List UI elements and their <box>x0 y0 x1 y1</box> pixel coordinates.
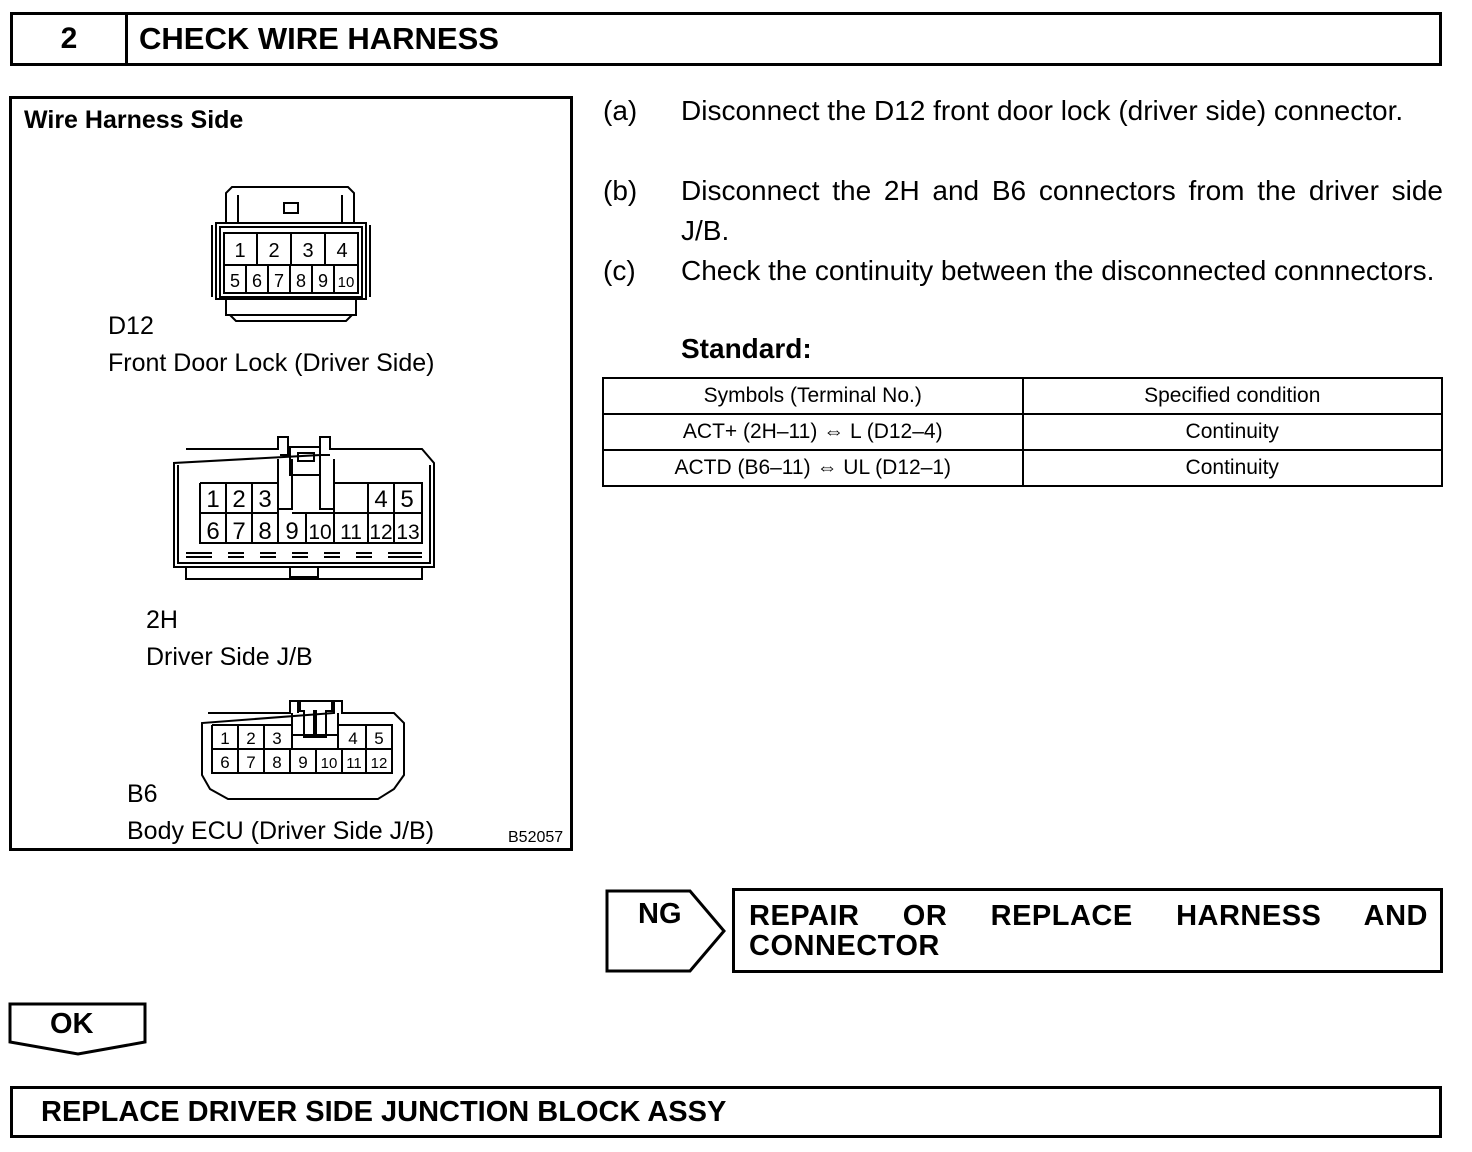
b6-code: B6 <box>127 780 158 808</box>
d12-code: D12 <box>108 312 154 340</box>
step-letter: (b) <box>603 175 638 206</box>
2h-pin: 7 <box>232 518 246 545</box>
d12-pin: 6 <box>251 271 263 291</box>
2h-pin: 4 <box>374 486 388 513</box>
final-action-text: REPLACE DRIVER SIDE JUNCTION BLOCK ASSY <box>41 1096 727 1128</box>
standard-label: Standard: <box>681 333 812 364</box>
step-header <box>10 12 1442 66</box>
ng-label: NG <box>638 898 682 930</box>
b6-pin: 7 <box>246 753 256 772</box>
final-action-box <box>10 1086 1442 1138</box>
b6-pin: 2 <box>246 729 256 748</box>
2h-pin: 12 <box>369 521 393 544</box>
2h-pin-labels <box>206 486 419 545</box>
step-letter: (c) <box>603 255 636 286</box>
ng-action-text: REPAIR OR REPLACE HARNESS AND CONNECTOR <box>749 900 1428 962</box>
b6-pin: 8 <box>272 753 282 772</box>
2h-pin: 2 <box>232 486 246 513</box>
table-row <box>603 450 1442 486</box>
2h-pin: 11 <box>340 521 362 544</box>
table-cell: ACT+ (2H–11) ⇔ L (D12–4) <box>603 414 1023 450</box>
b6-pin: 5 <box>374 729 384 748</box>
d12-pin: 3 <box>302 240 314 262</box>
table-cell: ACTD (B6–11) ⇔ UL (D12–1) <box>603 450 1023 486</box>
d12-pin: 5 <box>229 271 241 291</box>
2h-connector-diagram <box>172 435 440 587</box>
b6-pin: 6 <box>220 753 230 772</box>
d12-pin: 2 <box>268 240 280 262</box>
d12-name: Front Door Lock (Driver Side) <box>108 349 435 377</box>
table-cell: Continuity <box>1023 450 1443 486</box>
2h-pin: 10 <box>308 521 332 544</box>
2h-pin: 9 <box>285 518 299 545</box>
b6-pin: 11 <box>346 755 362 772</box>
2h-pin: 8 <box>258 518 272 545</box>
table-header: Specified condition <box>1023 378 1443 414</box>
wire-harness-figure <box>9 96 573 851</box>
b6-name: Body ECU (Driver Side J/B) <box>127 817 435 845</box>
2h-name: Driver Side J/B <box>146 643 313 671</box>
step-text: Disconnect the 2H and B6 connectors from the driver side J/B. <box>681 175 1443 246</box>
figure-code: B52057 <box>508 829 564 846</box>
d12-pin: 1 <box>234 240 246 262</box>
b6-pin: 3 <box>272 729 282 748</box>
table-header-row <box>603 378 1442 414</box>
step-text: Disconnect the D12 front door lock (driver side) connector. <box>681 95 1404 126</box>
d12-pin: 10 <box>337 274 355 291</box>
table-header: Symbols (Terminal No.) <box>603 378 1023 414</box>
ng-arrow <box>604 888 728 974</box>
b6-connector-diagram <box>198 699 408 807</box>
2h-pin: 6 <box>206 518 220 545</box>
continuity-table <box>602 377 1443 487</box>
2h-pin: 13 <box>396 521 420 544</box>
2h-pin: 3 <box>258 486 272 513</box>
d12-pin: 4 <box>336 240 348 262</box>
step-number: 2 <box>13 15 128 63</box>
table-row <box>603 414 1442 450</box>
step-text: Check the continuity between the disconnected connnectors. <box>681 255 1435 286</box>
d12-pin: 7 <box>273 271 285 291</box>
d12-pin: 8 <box>295 271 307 291</box>
2h-pin: 5 <box>400 486 414 513</box>
step-title: CHECK WIRE HARNESS <box>139 21 499 56</box>
ok-arrow <box>8 1002 148 1058</box>
step-letter: (a) <box>603 95 638 126</box>
b6-pin: 4 <box>348 729 358 748</box>
d12-pin: 9 <box>317 271 329 291</box>
figure-heading: Wire Harness Side <box>24 106 244 134</box>
b6-pin: 10 <box>320 755 338 772</box>
ok-label: OK <box>50 1008 94 1040</box>
2h-code: 2H <box>146 606 178 634</box>
table-cell: Continuity <box>1023 414 1443 450</box>
2h-pin: 1 <box>206 486 220 513</box>
b6-pin: 9 <box>298 753 308 772</box>
ng-action-box <box>732 888 1443 973</box>
d12-connector-diagram <box>208 185 380 327</box>
b6-pin: 12 <box>370 755 388 772</box>
b6-pin: 1 <box>220 729 230 748</box>
